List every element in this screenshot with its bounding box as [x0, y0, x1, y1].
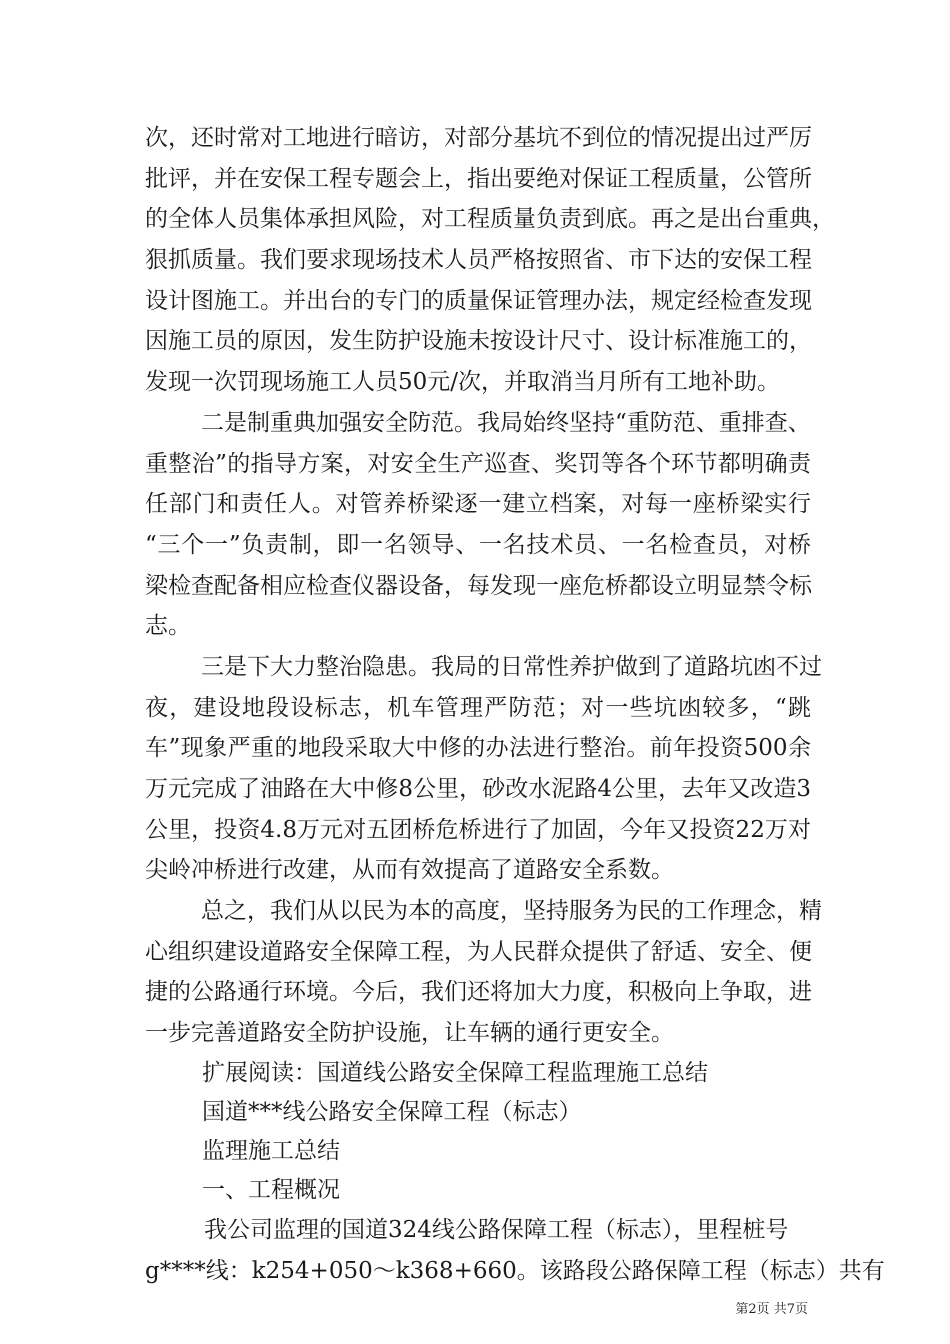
text-line: 狠抓质量。我们要求现场技术人员严格按照省、市下达的安保工程 — [145, 247, 812, 274]
text-line: “三个一”负责制，即一名领导、一名技术员、一名检查员，对桥 — [145, 531, 811, 558]
paragraph-start-line: 二是制重典加强安全防范。我局始终坚持“重防范、重排查、 — [201, 409, 811, 436]
text-line: 的全体人员集体承担风险，对工程质量负责到底。再之是出台重典， — [145, 206, 835, 233]
text-line: 志。 — [145, 613, 191, 640]
text-line: 次，还时常对工地进行暗访，对部分基坑不到位的情况提出过严厉 — [145, 125, 812, 151]
text-line: 设计图施工。并出台的专门的质量保证管理办法，规定经检查发现 — [145, 287, 812, 314]
paragraph-start-line: 总之，我们从以民为本的高度，坚持服务为民的工作理念，精 — [201, 898, 822, 925]
section-heading: 一、工程概况 — [202, 1176, 340, 1203]
document-body — [145, 118, 885, 1291]
section-title: 国道***线公路安全保障工程（标志） — [202, 1098, 582, 1125]
text-line: 一步完善道路安全防护设施，让车辆的通行更安全。 — [145, 1020, 674, 1047]
text-line: g****线：k254+050～k368+660。该路段公路保障工程（标志）共有 — [145, 1257, 885, 1284]
paragraph-start-line: 三是下大力整治隐患。我局的日常性养护做到了道路坑凼不过 — [201, 653, 822, 680]
page-indicator: 第2页 共7页 — [735, 1302, 808, 1317]
text-line: 万元完成了油路在大中修8公里，砂改水泥路4公里，去年又改造3 — [145, 776, 811, 802]
text-line: 批评，并在安保工程专题会上，指出要绝对保证工程质量，公管所 — [145, 165, 812, 192]
text-line: 心组织建设道路安全保障工程，为人民群众提供了舒适、安全、便 — [145, 938, 812, 965]
text-line: 重整治”的指导方案，对安全生产巡查、奖罚等各个环节都明确责 — [145, 450, 811, 477]
text-line: 尖岭冲桥进行改建，从而有效提高了道路安全系数。 — [145, 857, 674, 884]
text-line: 梁检查配备相应检查仪器设备，每发现一座危桥都设立明显禁令标 — [145, 572, 812, 599]
text-line: 发现一次罚现场施工人员50元/次，并取消当月所有工地补助。 — [145, 369, 781, 396]
text-line: 夜，建设地段设标志，机车管理严防范；对一些坑凼较多，“跳 — [145, 694, 811, 721]
text-line: 任部门和责任人。对管养桥梁逐一建立档案，对每一座桥梁实行 — [145, 491, 811, 518]
text-line: 因施工员的原因，发生防护设施未按设计尺寸、设计标准施工的， — [145, 328, 812, 355]
text-line: 捷的公路通行环境。今后，我们还将加大力度，积极向上争取，进 — [145, 979, 812, 1006]
text-line: 车”现象严重的地段采取大中修的办法进行整治。前年投资500余 — [145, 735, 811, 762]
section-subtitle: 监理施工总结 — [202, 1137, 340, 1164]
extended-reading-heading: 扩展阅读：国道线公路安全保障工程监理施工总结 — [202, 1059, 708, 1086]
paragraph-start-line: 我公司监理的国道324线公路保障工程（标志），里程桩号 — [204, 1216, 789, 1243]
text-line: 公里，投资4.8万元对五团桥危桥进行了加固，今年又投资22万对 — [145, 816, 811, 843]
